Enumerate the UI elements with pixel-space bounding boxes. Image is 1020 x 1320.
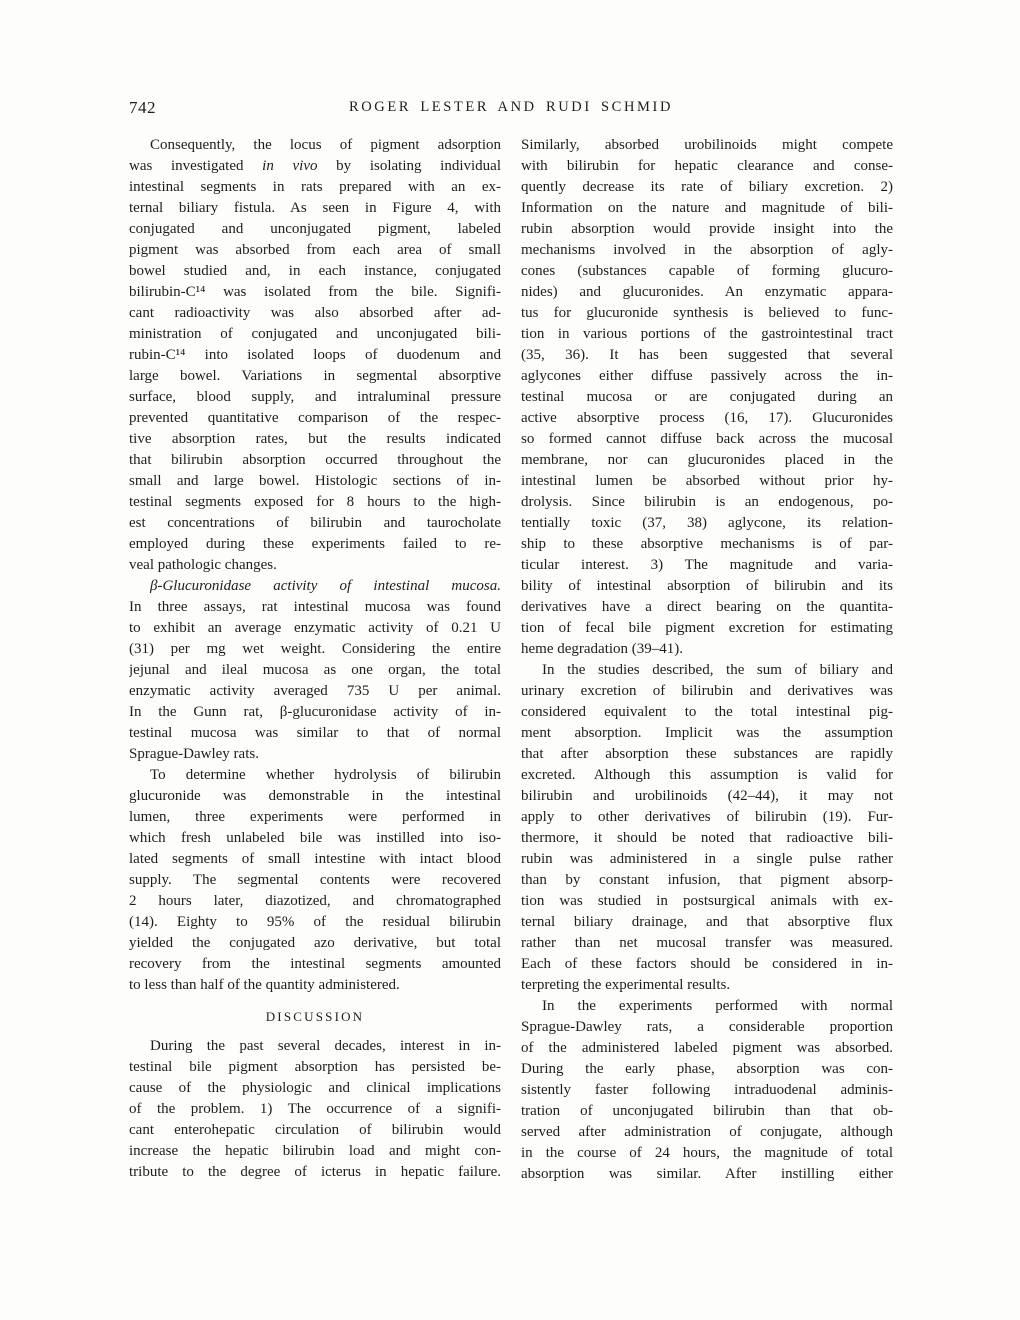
text-line: to less than half of the quantity administered. [129, 977, 400, 993]
text-line: supply. The segmental contents were recovered [129, 872, 501, 888]
text-line: thermore, it should be noted that radioactive bili- [521, 830, 893, 846]
text-line: drolysis. Since bilirubin is an endogenous, po- [521, 494, 893, 510]
text-line: active absorptive process (16, 17). Glucuronides [521, 410, 893, 426]
text-line: quently decrease its rate of biliary excretion. 2) [521, 179, 893, 195]
text-line: cones (substances capable of forming glucuro- [521, 263, 893, 279]
section-heading: DISCUSSION [265, 1009, 365, 1024]
column-left [129, 135, 501, 1185]
column-right [521, 135, 893, 1185]
text-line: which fresh unlabeled bile was instilled into iso- [129, 830, 501, 846]
text-line: bilirubin and urobilinoids (42–44), it may not [521, 788, 893, 804]
text-line: enzymatic activity averaged 735 U per animal. [129, 683, 501, 699]
text-line: ship to these absorptive mechanisms is of par- [521, 536, 893, 552]
text-line: est concentrations of bilirubin and taurocholate [129, 515, 501, 531]
text-line: surface, blood supply, and intraluminal pressure [129, 389, 501, 405]
text-line: rubin was administered in a single pulse rather [521, 851, 893, 867]
text-line: urinary excretion of bilirubin and derivatives was [521, 683, 893, 699]
text-line: so formed cannot diffuse back across the mucosal [521, 431, 893, 447]
running-head: ROGER LESTER AND RUDI SCHMID [348, 99, 674, 115]
paragraph [129, 765, 501, 996]
text-line: absorption was similar. After instilling either [521, 1166, 893, 1182]
text-line: sistently faster following intraduodenal adminis- [521, 1082, 893, 1098]
text-line: of the administered labeled pigment was absorbed. [521, 1040, 893, 1056]
paragraph [521, 135, 893, 660]
paragraph [521, 996, 893, 1185]
text-line: than by constant infusion, that pigment absorp- [521, 872, 893, 888]
text-line: (14). Eighty to 95% of the residual bilirubin [129, 914, 501, 930]
text-line: testinal mucosa or are conjugated during an [521, 389, 893, 405]
text-line: derivatives have a direct bearing on the quantita- [521, 599, 893, 615]
paragraph [129, 1036, 501, 1183]
text-line: veal pathologic changes. [129, 557, 277, 573]
text-line: heme degradation (39–41). [521, 641, 684, 657]
text-line: Sprague-Dawley rats. [129, 746, 259, 762]
text-line: tion in various portions of the gastrointestinal tract [521, 326, 893, 342]
paragraph [129, 135, 501, 576]
text-line: in the course of 24 hours, the magnitude of total [521, 1145, 893, 1161]
text-line: that bilirubin absorption occurred throughout the [129, 452, 501, 468]
text-line: served after administration of conjugate, although [521, 1124, 893, 1140]
text-line: ministration of conjugated and unconjugated bili- [129, 326, 501, 342]
page-number: 742 [129, 98, 156, 117]
text-line: that after absorption these substances are rapidly [521, 746, 893, 762]
article-body [129, 135, 893, 1185]
text-line: bilirubin-C¹⁴ was isolated from the bile. Signifi- [129, 284, 501, 300]
text-line: aglycones either diffuse passively across the in- [521, 368, 893, 384]
text-line: ternal biliary fistula. As seen in Figure 4, with [129, 200, 501, 216]
text-line: intestinal segments in rats prepared with an ex- [129, 179, 501, 195]
text-line: Similarly, absorbed urobilinoids might compete [521, 137, 893, 153]
text-line: considered equivalent to the total intestinal pig- [521, 704, 893, 720]
text-line: In three assays, rat intestinal mucosa was found [129, 599, 501, 615]
text-line: ternal biliary drainage, and that absorptive flux [521, 914, 893, 930]
text-line: terpreting the experimental results. [521, 977, 731, 993]
text-line: During the early phase, absorption was con- [521, 1061, 893, 1077]
text-line: tus for glucuronide synthesis is believed to func- [521, 305, 893, 321]
text-line: tribute to the degree of icterus in hepatic failure. [129, 1164, 501, 1180]
text-line: tentially toxic (37, 38) aglycone, its relation- [521, 515, 893, 531]
text-line: ment absorption. Implicit was the assumption [521, 725, 893, 741]
text-line: recovery from the intestinal segments amounted [129, 956, 501, 972]
text-line: pigment was absorbed from each area of small [129, 242, 501, 258]
text-line: was investigated in vivo by isolating individual [129, 158, 501, 174]
text-line: testinal mucosa was similar to that of normal [129, 725, 501, 741]
text-line: nides) and glucuronides. An enzymatic appara- [521, 284, 893, 300]
text-line: β-Glucuronidase activity of intestinal mucosa. [150, 578, 501, 594]
text-line: 2 hours later, diazotized, and chromatographed [129, 893, 501, 909]
text-line: cant enterohepatic circulation of bilirubin would [129, 1122, 501, 1138]
text-line: ticular interest. 3) The magnitude and varia- [521, 557, 893, 573]
text-line: cause of the physiologic and clinical implications [129, 1080, 501, 1096]
text-line: prevented quantitative comparison of the respec- [129, 410, 501, 426]
page-header [129, 98, 893, 120]
text-line: Sprague-Dawley rats, a considerable proportion [521, 1019, 893, 1035]
text-line: employed during these experiments failed to re- [129, 536, 501, 552]
text-line: bility of intestinal absorption of bilirubin and its [521, 578, 893, 594]
text-line: membrane, nor can glucuronides placed in the [521, 452, 893, 468]
text-line: conjugated and unconjugated pigment, labeled [129, 221, 501, 237]
text-line: testinal segments exposed for 8 hours to the high- [129, 494, 501, 510]
text-line: intestinal lumen be absorbed without prior hy- [521, 473, 893, 489]
text-line: small and large bowel. Histologic sections of in- [129, 473, 501, 489]
text-line: apply to other derivatives of bilirubin (19). Fur- [521, 809, 893, 825]
text-line: tration of unconjugated bilirubin than that ob- [521, 1103, 893, 1119]
text-line: of the problem. 1) The occurrence of a signifi- [129, 1101, 501, 1117]
text-line: tion of fecal bile pigment excretion for estimating [521, 620, 893, 636]
text-line: (35, 36). It has been suggested that several [521, 347, 893, 363]
text-line: to exhibit an average enzymatic activity of 0.21 U [129, 620, 501, 636]
text-line: tive absorption rates, but the results indicated [129, 431, 501, 447]
text-line: cant radioactivity was also absorbed after ad- [129, 305, 501, 321]
text-line: During the past several decades, interest in in- [150, 1038, 501, 1054]
text-line: testinal bile pigment absorption has persisted be- [129, 1059, 501, 1075]
text-line: To determine whether hydrolysis of bilirubin [150, 767, 501, 783]
paragraph [521, 660, 893, 996]
text-line: jejunal and ileal mucosa as one organ, the total [129, 662, 501, 678]
text-line: rubin absorption would provide insight into the [521, 221, 893, 237]
text-line: rubin-C¹⁴ into isolated loops of duodenum and [129, 347, 501, 363]
text-line: with bilirubin for hepatic clearance and conse- [521, 158, 893, 174]
text-line: bowel studied and, in each instance, conjugated [129, 263, 501, 279]
text-line: yielded the conjugated azo derivative, but total [129, 935, 501, 951]
paragraph [129, 576, 501, 765]
text-line: lated segments of small intestine with intact blood [129, 851, 501, 867]
text-line: increase the hepatic bilirubin load and might con- [129, 1143, 501, 1159]
text-line: (31) per mg wet weight. Considering the entire [129, 641, 501, 657]
text-line: mechanisms involved in the absorption of agly- [521, 242, 893, 258]
text-line: large bowel. Variations in segmental absorptive [129, 368, 501, 384]
text-line: In the Gunn rat, β-glucuronidase activity of in- [129, 704, 501, 720]
text-line: Consequently, the locus of pigment adsorption [150, 137, 501, 153]
text-line: rather than net mucosal transfer was measured. [521, 935, 893, 951]
text-line: In the studies described, the sum of biliary and [542, 662, 893, 678]
text-line: tion was studied in postsurgical animals with ex- [521, 893, 893, 909]
text-line: In the experiments performed with normal [542, 998, 893, 1014]
text-line: Information on the nature and magnitude of bili- [521, 200, 893, 216]
text-line: lumen, three experiments were performed in [129, 809, 501, 825]
text-line: excreted. Although this assumption is valid for [521, 767, 893, 783]
text-line: glucuronide was demonstrable in the intestinal [129, 788, 501, 804]
text-line: Each of these factors should be considered in in- [521, 956, 893, 972]
